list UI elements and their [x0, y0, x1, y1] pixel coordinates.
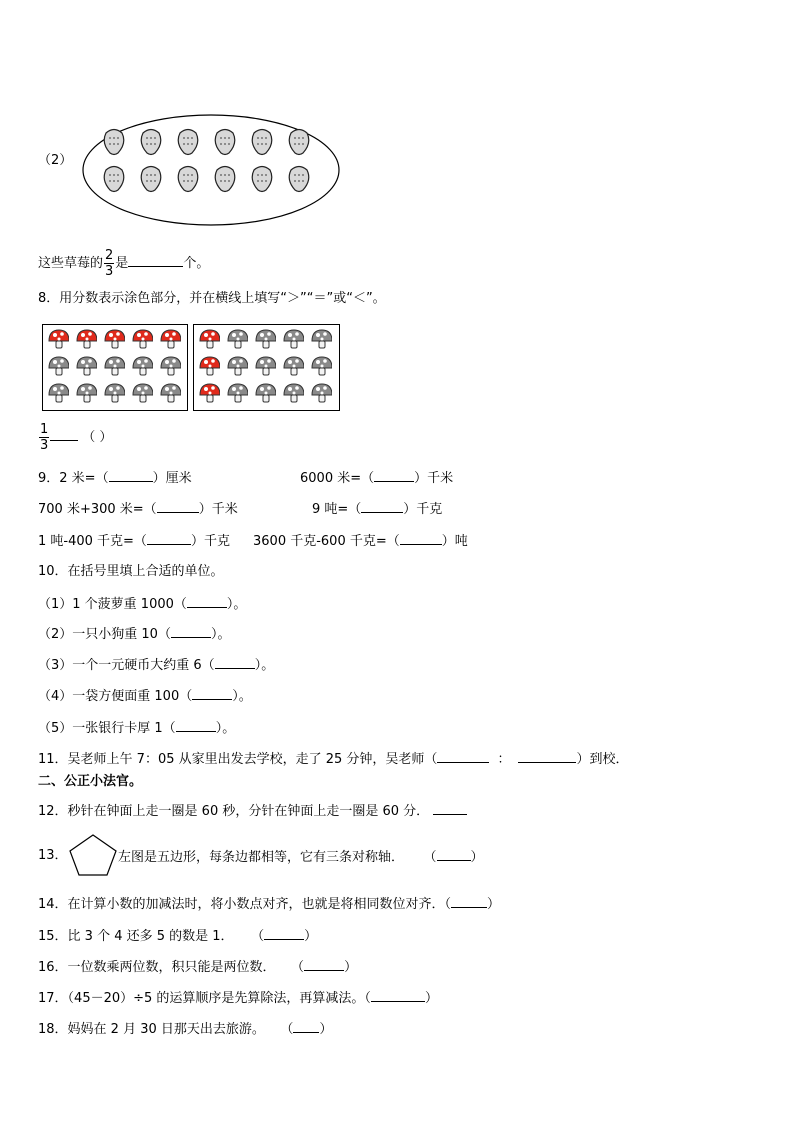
mushroom-gray-icon [226, 328, 248, 350]
mushroom-red-icon [198, 355, 220, 377]
mushroom-gray-icon [254, 382, 276, 404]
mushroom-red-icon [103, 328, 125, 350]
q10-item-4: （4）一袋方便面重 100（ ）。 [38, 686, 252, 706]
q9-e-blank[interactable] [147, 531, 191, 545]
q13-text: 左图是五边形，每条边都相等，它有三条对称轴． （ ） [118, 847, 484, 867]
q9-b-blank[interactable] [374, 468, 414, 482]
q13-number: 13． [38, 848, 68, 863]
q8-paren[interactable]: （ ） [82, 430, 113, 445]
q15-blank[interactable] [264, 926, 304, 940]
q9-d: 9 吨=（ ）千克 [312, 499, 442, 519]
pentagon-figure [68, 833, 118, 877]
q12-blank[interactable] [433, 801, 467, 815]
strawberry-icon [215, 167, 235, 192]
q17-blank[interactable] [371, 988, 425, 1002]
mushroom-red-icon [198, 328, 220, 350]
q10-item-3-blank[interactable] [215, 655, 255, 669]
q11: 11．吴老师上午 7：05 从家里出发去学校，走了 25 分钟，吴老师（ ： ）到校． [38, 749, 628, 769]
mushroom-red-icon [159, 328, 181, 350]
mushroom-gray-icon [159, 382, 181, 404]
mushroom-gray-icon [75, 355, 97, 377]
mushroom-gray-icon [131, 355, 153, 377]
q18: 18．妈妈在 2 月 30 日那天出去旅游。 （ ） [38, 1019, 332, 1039]
q9-d-blank[interactable] [361, 499, 403, 513]
strawberry-icon [178, 130, 198, 155]
mushroom-gray-icon [47, 382, 69, 404]
mushroom-gray-icon [131, 382, 153, 404]
mushroom-gray-icon [47, 355, 69, 377]
mushroom-gray-icon [103, 382, 125, 404]
q10-item-5: （5）一张银行卡厚 1（ ）。 [38, 718, 235, 738]
mushroom-gray-icon [226, 382, 248, 404]
q8-question: 8．用分数表示涂色部分，并在横线上填写“＞”“＝”或“＜”。 [38, 291, 386, 306]
strawberry-icon [252, 167, 272, 192]
mushroom-box-right [193, 324, 340, 411]
q16: 16．一位数乘两位数，积只能是两位数． （ ） [38, 957, 357, 977]
q9-c: 700 米+300 米=（ ）千米 [38, 499, 238, 519]
strawberry-icon [104, 130, 124, 155]
q8-fraction: $\frac{1}{3}$ [40, 422, 49, 453]
q15: 15．比 3 个 4 还多 5 的数是 1． （ ） [38, 926, 317, 946]
strawberry-icon [289, 130, 309, 155]
q9-c-blank[interactable] [157, 499, 199, 513]
q14-blank[interactable] [451, 894, 487, 908]
q10-question: 10．在括号里填上合适的单位。 [38, 564, 224, 579]
q17: 17．（45－20）÷5 的运算顺序是先算除法，再算减法。（ ） [38, 988, 438, 1008]
strawberry-icon [252, 130, 272, 155]
q9-f-blank[interactable] [400, 531, 442, 545]
q9-a-blank[interactable] [109, 468, 153, 482]
strawberry-icon [104, 167, 124, 192]
mushroom-gray-icon [226, 355, 248, 377]
q10-item-1: （1）1 个菠萝重 1000（ ）。 [38, 594, 246, 614]
mushroom-gray-icon [159, 355, 181, 377]
q18-blank[interactable] [293, 1019, 319, 1033]
strawberry-icon [215, 130, 235, 155]
q10-item-1-blank[interactable] [187, 594, 227, 608]
mushroom-gray-icon [282, 355, 304, 377]
mushroom-box-left [42, 324, 188, 411]
q13-blank[interactable] [437, 847, 471, 861]
mushroom-gray-icon [254, 328, 276, 350]
q10-item-2: （2）一只小狗重 10（ ）。 [38, 624, 230, 644]
mushroom-gray-icon [282, 382, 304, 404]
mushroom-red-icon [198, 382, 220, 404]
q14: 14．在计算小数的加减法时，将小数点对齐，也就是将相同数位对齐．（ ） [38, 894, 500, 914]
q7-fraction: $\frac{2}{3}$ [105, 248, 114, 279]
q10-item-3: （3）一个一元硬币大约重 6（ ）。 [38, 655, 274, 675]
q7-sentence: 这些草莓的 $\frac{2}{3}$ 是 个。 [38, 248, 210, 279]
q11-hour-blank[interactable] [437, 749, 489, 763]
q9-b: 6000 米=（ ）千米 [300, 468, 453, 488]
mushroom-gray-icon [282, 328, 304, 350]
q11-minute-blank[interactable] [518, 749, 576, 763]
strawberry-icon [289, 167, 309, 192]
q8-answer-line [38, 422, 112, 453]
strawberry-icon [178, 167, 198, 192]
strawberry-icon [141, 167, 161, 192]
q9-e: 1 吨-400 千克=（ ）千克 [38, 531, 230, 551]
mushroom-gray-icon [75, 382, 97, 404]
mushroom-red-icon [47, 328, 69, 350]
mushroom-gray-icon [310, 382, 332, 404]
mushroom-gray-icon [254, 355, 276, 377]
mushroom-gray-icon [103, 355, 125, 377]
q8-compare-blank[interactable] [50, 427, 78, 441]
q7-part-label: （2） [38, 153, 73, 168]
q10-item-4-blank[interactable] [192, 686, 232, 700]
mushroom-gray-icon [310, 328, 332, 350]
q10-item-2-blank[interactable] [171, 624, 211, 638]
q9-f: 3600 千克-600 千克=（ ）吨 [253, 531, 468, 551]
mushroom-red-icon [131, 328, 153, 350]
q9-a: 9．2 米=（ ）厘米 [38, 468, 192, 488]
strawberry-oval [80, 112, 342, 228]
q16-blank[interactable] [304, 957, 344, 971]
q12: 12．秒针在钟面上走一圈是 60 秒，分针在钟面上走一圈是 60 分． [38, 801, 467, 821]
strawberry-icon [141, 130, 161, 155]
mushroom-red-icon [75, 328, 97, 350]
section-2-heading: 二、公正小法官。 [38, 774, 143, 789]
q7-answer-blank[interactable] [128, 253, 183, 267]
q10-item-5-blank[interactable] [176, 718, 216, 732]
mushroom-gray-icon [310, 355, 332, 377]
